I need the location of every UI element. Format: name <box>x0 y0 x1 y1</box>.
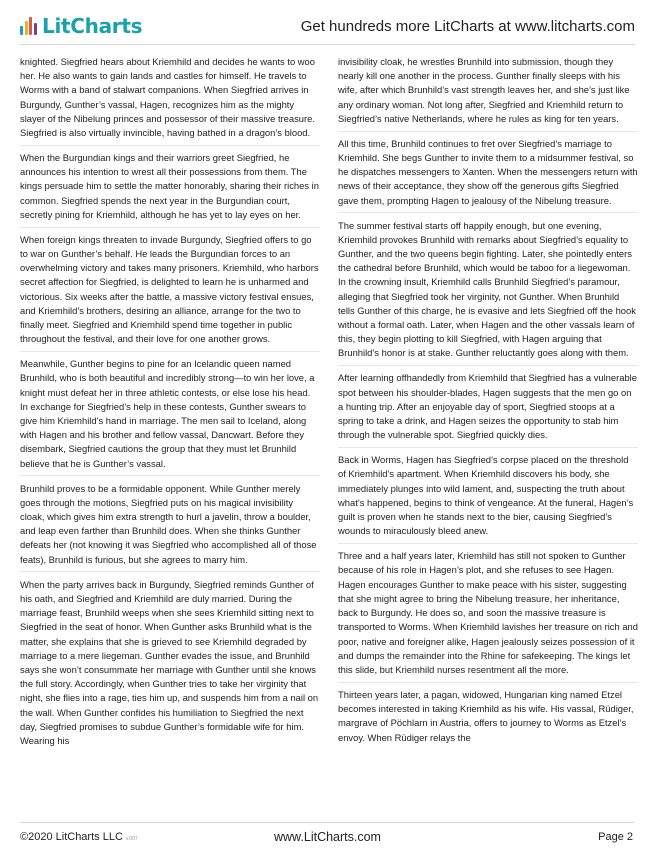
logo-bars-icon <box>20 17 38 35</box>
summary-paragraph: Meanwhile, Gunther begins to pine for an Icelandic queen named Brunhild, who is both beautiful and incredibly strong—to win her love, a knight must defeat her in three athletic contests, or else lose his head. In exchange for Siegfried’s help in these contests, Gunther swears to give him Kriemhild’s hand in marriage. The men sail to Iceland, along with Hagen and his brother and fellow vassal, Dancwart. Before they disembark, Siegfried cautions the group that they must let Brunhild believe that he is Gunther’s vassal. <box>20 357 320 476</box>
logo-bar-2 <box>25 21 28 35</box>
header-tagline-link[interactable]: Get hundreds more LitCharts at www.litcharts.com <box>300 18 635 35</box>
summary-paragraph: When the Burgundian kings and their warriors greet Siegfried, he announces his intention to wrest all their possessions from them. The kings persuade him to settle the matter honorably, sharing their riches in common. Siegfried spends the next year in the Burgundian court, secretly pining for Kriemhild, although he has yet to lay eyes on her. <box>20 151 320 228</box>
right-column <box>338 55 638 815</box>
summary-paragraph: All this time, Brunhild continues to fret over Siegfried’s marriage to Kriemhild. She begs Gunther to invite them to a midsummer festival, so he dispatches messengers to Xanten. When the messengers return with news of their acceptance, they show off the generous gifts Siegfried gave them, prompting Hagen to jealousy of the Nibelung treasure. <box>338 137 638 214</box>
footer-site-link[interactable]: www.LitCharts.com <box>274 830 381 844</box>
logo-bar-4 <box>34 23 37 35</box>
summary-paragraph: Back in Worms, Hagen has Siegfried’s corpse placed on the threshold of Kriemhild’s apartment. When Kriemhild discovers his body, she immediately plunges into wild lament, and, suspecting the truth about what’s happened, begins to think of vengeance. At the funeral, Hagen’s guilt is proven when he stands next to the bier, causing Siegfried’s wounds to miraculously bleed anew. <box>338 453 638 544</box>
summary-paragraph: knighted. Siegfried hears about Kriemhild and decides he wants to woo her. He also wants to gain lands and castles for himself. He travels to Worms with a band of stalwart companions. When Siegfried arrives in Burgundy, Gunther’s vassal, Hagen, recognizes him as the mighty slayer of the Nibelung princes and possessor of their massive treasure. Siegfried is also virtually invincible, having bathed in a dragon’s blood. <box>20 55 320 146</box>
footer-divider <box>20 822 635 823</box>
logo-bar-1 <box>20 26 23 35</box>
header-divider <box>20 44 635 45</box>
summary-paragraph: When foreign kings threaten to invade Burgundy, Siegfried offers to go to war on Gunther’s behalf. He leads the Burgundian forces to an overwhelming victory and takes many prisoners. Kriemhild, who harbors secret affection for Siegfried, is delighted to learn he is unharmed and victorious. Six weeks after the battle, a massive victory festival ensues, and Kriemhild’s brothers, desiring an alliance, arrange for the two to finally meet. Siegfried and Kriemhild spend time together in public throughout the festival, and their love for one another grows. <box>20 233 320 352</box>
summary-paragraph: Thirteen years later, a pagan, widowed, Hungarian king named Etzel becomes interested in taking Kriemhild as his wife. His vassal, Rüdiger, margrave of Pöchlarn in Austria, offers to journey to Worms as Etzel’s envoy. When Rüdiger relays the <box>338 688 634 743</box>
litcharts-logo[interactable] <box>20 16 142 36</box>
summary-paragraph: The summer festival starts off happily enough, but one evening, Kriemhild provokes Brunhild with remarks about Siegfried’s equality to Gunther, and the two queens begin fighting. Later, she pointedly enters the cathedral before Brunhild, which would be taboo for a liegewoman. In the crowning insult, Kriemhild calls Brunhild Siegfried’s paramour, alleging that Siegfried took her virginity, not Gunther. When Brunhild tells Gunther of this charge, he is evasive and lets Siegfried off the hook without a formal oath. Later, when Hagen and the other vassals learn of this, they begin plotting to kill Siegfried, with Hagen arguing that Brunhild’s honor is at stake. Gunther reluctantly goes along with them. <box>338 219 638 367</box>
page-footer <box>0 822 655 848</box>
summary-paragraph: When the party arrives back in Burgundy, Siegfried reminds Gunther of his oath, and Siegfried and Kriemhild are duly married. During the marriage feast, Brunhild weeps when she sees Kriemhild sitting next to Siegfried in the seat of honor. When Gunther asks Brunhild what is the matter, she explains that she is grieved to see Kriemhild degraded by marriage to a mere liegeman. Gunther evades the issue, and Brunhild says she won’t consummate her marriage with Gunther until she knows the full story. Accordingly, when Gunther tries to take her virginity that night, she flies into a rage, ties him up, and suspends him from a nail on the wall. When Gunther confides his humiliation to Siegfried the next day, Siegfried promises to subdue Gunther’s formidable wife for him. Wearing his <box>20 578 319 746</box>
version-label: v.007 <box>125 836 138 842</box>
left-column <box>20 55 320 815</box>
summary-paragraph: Brunhild proves to be a formidable opponent. While Gunther merely goes through the motions, Siegfried puts on his magical invisibility cloak, which gives him extra strength to hurl a javelin, throw a boulder, and leap even farther than Brunhild does. When she thinks Gunther defeats her (not knowing it was Siegfried who accomplished all of those feats), Brunhild is furious, but she agrees to marry him. <box>20 482 320 573</box>
brand-name: LitCharts <box>42 14 143 38</box>
copyright-text: ©2020 LitCharts LLC <box>20 831 123 843</box>
logo-bar-3 <box>29 17 32 35</box>
summary-paragraph: invisibility cloak, he wrestles Brunhild into submission, though they nearly kill one another in the process. Gunther finally sleeps with his wife, after which Brunhild’s vast strength leaves her, and she’s just like any ordinary woman. Not long after, Siegfried and Kriemhild return to Siegfried’s native Netherlands, where he rules as king for ten years. <box>338 55 638 132</box>
content-columns <box>20 55 638 815</box>
page-header <box>0 0 655 40</box>
page-number: Page 2 <box>598 831 633 843</box>
summary-paragraph: Three and a half years later, Kriemhild has still not spoken to Gunther because of his role in Hagen’s plot, and she refuses to see Hagen. Hagen encourages Gunther to make peace with his sister, suggesting that she might agree to bring the Nibelung treasure, her inheritance, back to Burgundy. He does so, and soon the massive treasure is transported to Worms. When Kriemhild lavishes her treasure on rich and poor, native and foreigner alike, Hagen jealously seizes possession of it and dumps the remainder into the Rhine for safekeeping. The kings let this slide, but Kriemhild nurses resentment all the more. <box>338 549 638 682</box>
summary-paragraph: After learning offhandedly from Kriemhild that Siegfried has a vulnerable spot between his shoulder-blades, Hagen suggests that the men go on a hunting trip. After an enjoyable day of sport, Siegfried stoops at a spring to take a drink, and Hagen seizes the opportunity to stab him through the vulnerable spot. Siegfried quickly dies. <box>338 371 638 448</box>
